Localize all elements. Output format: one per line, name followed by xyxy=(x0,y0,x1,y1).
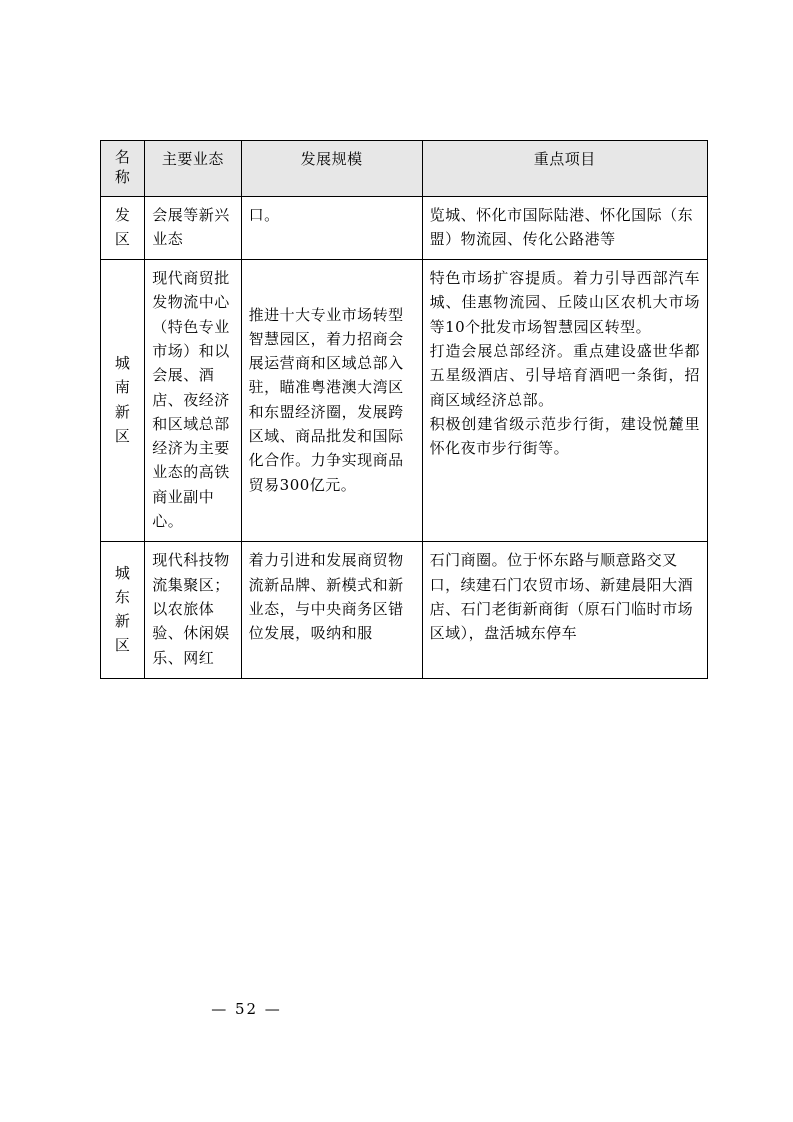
table-header-row xyxy=(101,141,708,197)
header-cell-scale: 发展规模 xyxy=(241,141,422,197)
project-paragraph: 积极创建省级示范步行街，建设悦麓里怀化夜市步行街等。 xyxy=(429,414,700,458)
row-projects-cell: 石门商圈。位于怀东路与顺意路交叉口，续建石门农贸市场、新建晨阳大酒店、石门老街新商街（原石门临时市场区域），盘活城东停车 xyxy=(422,542,707,678)
project-paragraph: 特色市场扩容提质。着力引导西部汽车城、佳惠物流园、丘陵山区农机大市场等10个批发市场智慧园区转型。 xyxy=(429,269,700,336)
content-table xyxy=(100,140,708,679)
table-row xyxy=(101,260,708,542)
header-cell-business: 主要业态 xyxy=(145,141,241,197)
row-name-cell: 城南新区 xyxy=(101,260,145,542)
row-scale-cell: 推进十大专业市场转型智慧园区，着力招商会展运营商和区域总部入驻，瞄准粤港澳大湾区和东盟经济圈，发展跨区域、商品批发和国际化合作。力争实现商品贸易300亿元。 xyxy=(241,260,422,542)
header-cell-name: 名 称 xyxy=(101,141,145,197)
row-scale-cell: 口。 xyxy=(241,196,422,260)
row-projects-cell xyxy=(422,260,707,542)
table-body xyxy=(101,196,708,678)
project-paragraph: 打造会展总部经济。重点建设盛世华都五星级酒店、引导培育酒吧一条街，招商区域经济总部。 xyxy=(429,341,700,409)
row-projects-cell: 览城、怀化市国际陆港、怀化国际（东盟）物流园、传化公路港等 xyxy=(422,196,707,260)
table-row xyxy=(101,196,708,260)
table-header xyxy=(101,141,708,197)
header-cell-projects: 重点项目 xyxy=(422,141,707,197)
row-name-cell: 城东新区 xyxy=(101,542,145,678)
row-business-cell: 现代商贸批发物流中心（特色专业市场）和以会展、酒店、夜经济和区域总部经济为主要业态的高铁商业副中心。 xyxy=(145,260,241,542)
row-business-cell: 现代科技物流集聚区；以农旅体验、休闲娱乐、网红 xyxy=(145,542,241,678)
page-number xyxy=(0,1000,793,1018)
row-business-cell: 会展等新兴业态 xyxy=(145,196,241,260)
table-row xyxy=(101,542,708,678)
row-name-cell: 发区 xyxy=(101,196,145,260)
row-scale-cell: 着力引进和发展商贸物流新品牌、新模式和新业态，与中央商务区错位发展，吸纳和服 xyxy=(241,542,422,678)
page-number-text: — 52 — xyxy=(211,1000,282,1018)
